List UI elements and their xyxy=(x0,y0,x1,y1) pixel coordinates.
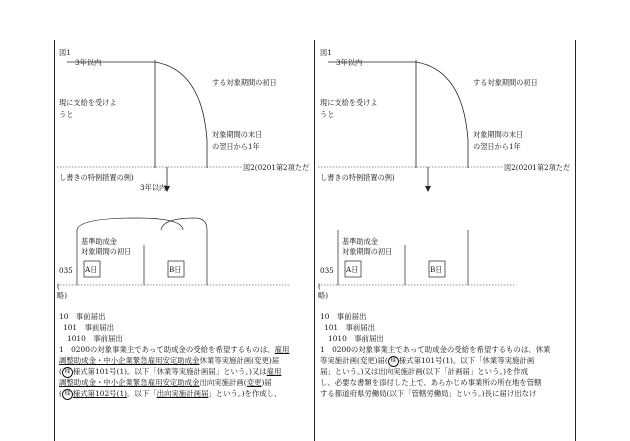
r-fig1-title: 図1 xyxy=(320,48,332,57)
r-paragraph-line-5: する都道府県労働局(以下「管轄労働局」という。)長に届け出なけ xyxy=(320,389,537,398)
p2-text: 休業等実施計画(変更)届 xyxy=(199,356,280,365)
r-fig1-start-label: する対象期間の初日 xyxy=(473,78,538,87)
fig2-omit: ( 略) xyxy=(57,282,67,300)
r-fig1-current-receive-1: 現に支給を受けよ xyxy=(320,98,378,107)
fig2-a-day: A日 xyxy=(85,265,98,274)
p1-text: 1 0200の対象事業主であって助成金の受給を希望するものは、 xyxy=(59,345,275,354)
fig2-within3y: 3年以内 xyxy=(140,183,167,192)
r-section-heading-1010: 1010 事前届出 xyxy=(328,334,384,343)
r-fig2-base-label-2: 対象期間の初日 xyxy=(342,247,393,256)
paragraph-line-3 xyxy=(59,366,281,378)
r-fig1-current-receive-2: うと xyxy=(320,110,335,119)
r-p2-text: 等実施計画(変更)届( xyxy=(320,356,388,365)
fig1-end-2: の翌日から1年 xyxy=(212,142,260,151)
r-special-case-label: し書きの特例措置の例) xyxy=(320,173,395,182)
p3-text: 様式第101号(1)。以下「休業等実施計画届」という。)又は xyxy=(72,367,267,376)
fig2-b-day: B日 xyxy=(169,265,182,274)
r-fig2-ref: 図2(0201第2項ただ xyxy=(504,163,571,172)
p5-underlined: 様式第102号(1) xyxy=(72,389,128,398)
r-fig1-within3y: 3年以内 xyxy=(336,58,363,67)
r-section-heading-101: 101 事前届出 xyxy=(324,323,376,332)
r-fig2-code: 035 xyxy=(320,266,334,275)
p5-tail: 」という。)を作成し、 xyxy=(208,389,282,398)
fig1-current-receive-2: うと xyxy=(59,110,74,119)
left-margin-rule xyxy=(54,40,55,441)
paragraph-line-1 xyxy=(59,344,289,355)
p4-underlined-2: 変更 xyxy=(246,378,262,387)
form-circle-mark: 様 xyxy=(62,367,73,378)
fig1-start-label: する対象期間の初日 xyxy=(212,78,277,87)
fig1-current-receive-1: 現に支給を受けよ xyxy=(59,98,117,107)
p1-underlined: 雇用 xyxy=(274,345,290,354)
form-circle-mark-2: 様 xyxy=(62,389,73,400)
fig2-base-label-1: 基準助成金 xyxy=(81,237,117,246)
left-column xyxy=(57,40,315,441)
r-fig2-a-day: A日 xyxy=(346,265,359,274)
r-paragraph-line-3: 届」という。)又は出向実施計画(以下「計画届」という。)を作成 xyxy=(320,367,529,376)
r-fig2-omit: ( 略) xyxy=(318,282,328,300)
p5-underlined-2: 出向実施計画届 xyxy=(156,389,209,398)
p5-text: 。以下「 xyxy=(127,389,157,398)
paragraph-line-2 xyxy=(59,355,279,366)
r-fig1-end-1: 対象期間の末日 xyxy=(473,130,524,139)
r-fig1-end-2: の翌日から1年 xyxy=(473,142,521,151)
r-section-heading-10: 10 事前届出 xyxy=(320,312,367,321)
p5-open: ( xyxy=(59,389,62,398)
r-form-circle-mark: 様 xyxy=(388,356,399,367)
paragraph-line-4 xyxy=(59,377,272,388)
r-fig2-base-label-1: 基準助成金 xyxy=(342,237,378,246)
p4-text: 出向実施計画( xyxy=(199,378,247,387)
r-paragraph-line-4: し、必要な書類を添付した上で、あらかじめ事業所の所在地を管轄 xyxy=(320,378,542,387)
section-heading-10: 10 事前届出 xyxy=(59,312,106,321)
fig2-code: 035 xyxy=(59,266,73,275)
fig2-base-label-2: 対象期間の初日 xyxy=(81,247,132,256)
fig1-title: 図1 xyxy=(59,48,71,57)
r-p2-tail: 様式第101号(1)。以下「休業等実施計画 xyxy=(398,356,535,365)
p2-underlined: 調整助成金・中小企業緊急雇用安定助成金 xyxy=(59,356,200,365)
p3-open: ( xyxy=(59,367,62,376)
fig1-within3y: 3年以内 xyxy=(75,58,102,67)
p4-tail: )届 xyxy=(261,378,272,387)
r-paragraph-line-1: 1 0200の対象事業主であって助成金の受給を希望するものは、休業 xyxy=(320,345,551,354)
paragraph-line-5 xyxy=(59,388,281,400)
section-heading-101: 101 事前届出 xyxy=(63,323,115,332)
section-heading-1010: 1010 事前届出 xyxy=(67,334,123,343)
p4-underlined: 調整助成金・中小企業緊急雇用安定助成金 xyxy=(59,378,200,387)
p3-underlined: 雇用 xyxy=(266,367,282,376)
r-paragraph-line-2 xyxy=(320,355,534,367)
fig1-end-1: 対象期間の末日 xyxy=(212,130,263,139)
right-column xyxy=(318,40,576,441)
fig2-ref: 図2(0201第2項ただ xyxy=(243,163,310,172)
r-fig2-b-day: B日 xyxy=(430,265,443,274)
special-case-label: し書きの特例措置の例) xyxy=(59,173,134,182)
